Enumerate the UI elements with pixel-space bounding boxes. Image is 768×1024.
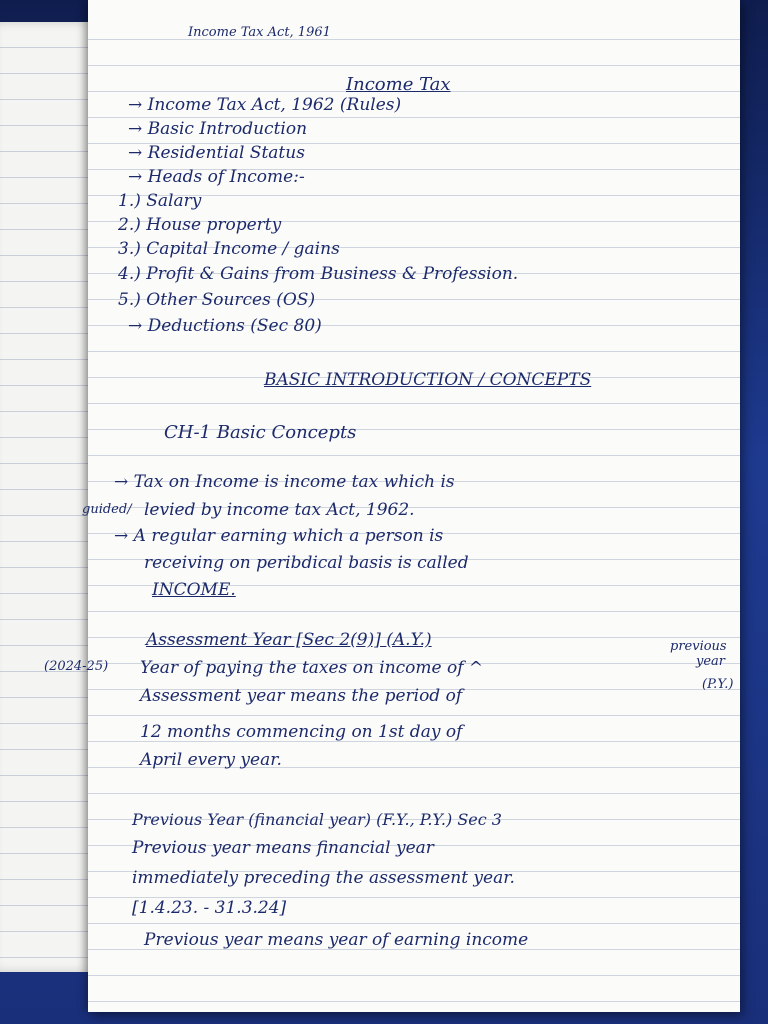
left-notebook-page <box>0 22 93 972</box>
page-title: Income Tax <box>346 74 451 95</box>
paragraph-line: Previous year means financial year <box>132 838 434 858</box>
margin-note: guided/ <box>82 502 132 517</box>
paragraph-line: receiving on peribdical basis is called <box>144 553 469 573</box>
margin-note: (2024-25) <box>44 659 109 674</box>
outline-item: → Residential Status <box>128 143 305 163</box>
annotation: year <box>696 654 726 669</box>
outline-item: 4.) Profit & Gains from Business & Profession. <box>118 264 519 284</box>
outline-item: → Deductions (Sec 80) <box>128 316 322 336</box>
paragraph-line: Assessment year means the period of <box>140 686 463 706</box>
outline-item: → Basic Introduction <box>128 119 308 139</box>
paragraph-line: 12 months commencing on 1st day of <box>140 722 463 742</box>
paragraph-line: April every year. <box>140 750 282 770</box>
outline-item: 3.) Capital Income / gains <box>118 239 340 259</box>
notebook-page <box>44 0 740 1012</box>
outline-item: → Income Tax Act, 1962 (Rules) <box>128 95 402 115</box>
paragraph-line: immediately preceding the assessment year. <box>132 868 515 888</box>
previous-year-heading: Previous Year (financial year) (F.Y., P.Y.) Sec 3 <box>132 810 502 829</box>
outline-item: → Heads of Income:- <box>128 167 305 187</box>
page-header: Income Tax Act, 1961 <box>188 25 331 40</box>
annotation: (P.Y.) <box>702 677 734 692</box>
paragraph-line: Year of paying the taxes on income of ^ <box>140 658 484 678</box>
paragraph-line: → Tax on Income is income tax which is <box>114 472 455 492</box>
paragraph-line: [1.4.23. - 31.3.24] <box>132 898 287 918</box>
outline-item: 1.) Salary <box>118 191 202 211</box>
paragraph-line: INCOME. <box>152 580 236 600</box>
outline-item: 2.) House property <box>118 215 282 235</box>
chapter-title: CH-1 Basic Concepts <box>164 422 357 443</box>
annotation: previous <box>670 639 727 654</box>
section-title: BASIC INTRODUCTION / CONCEPTS <box>264 370 592 390</box>
paragraph-line: levied by income tax Act, 1962. <box>144 500 415 520</box>
paragraph-line: Previous year means year of earning income <box>144 930 529 950</box>
paragraph-line: → A regular earning which a person is <box>114 526 444 546</box>
assessment-heading: Assessment Year [Sec 2(9)] (A.Y.) <box>146 630 432 650</box>
outline-item: 5.) Other Sources (OS) <box>118 290 316 310</box>
